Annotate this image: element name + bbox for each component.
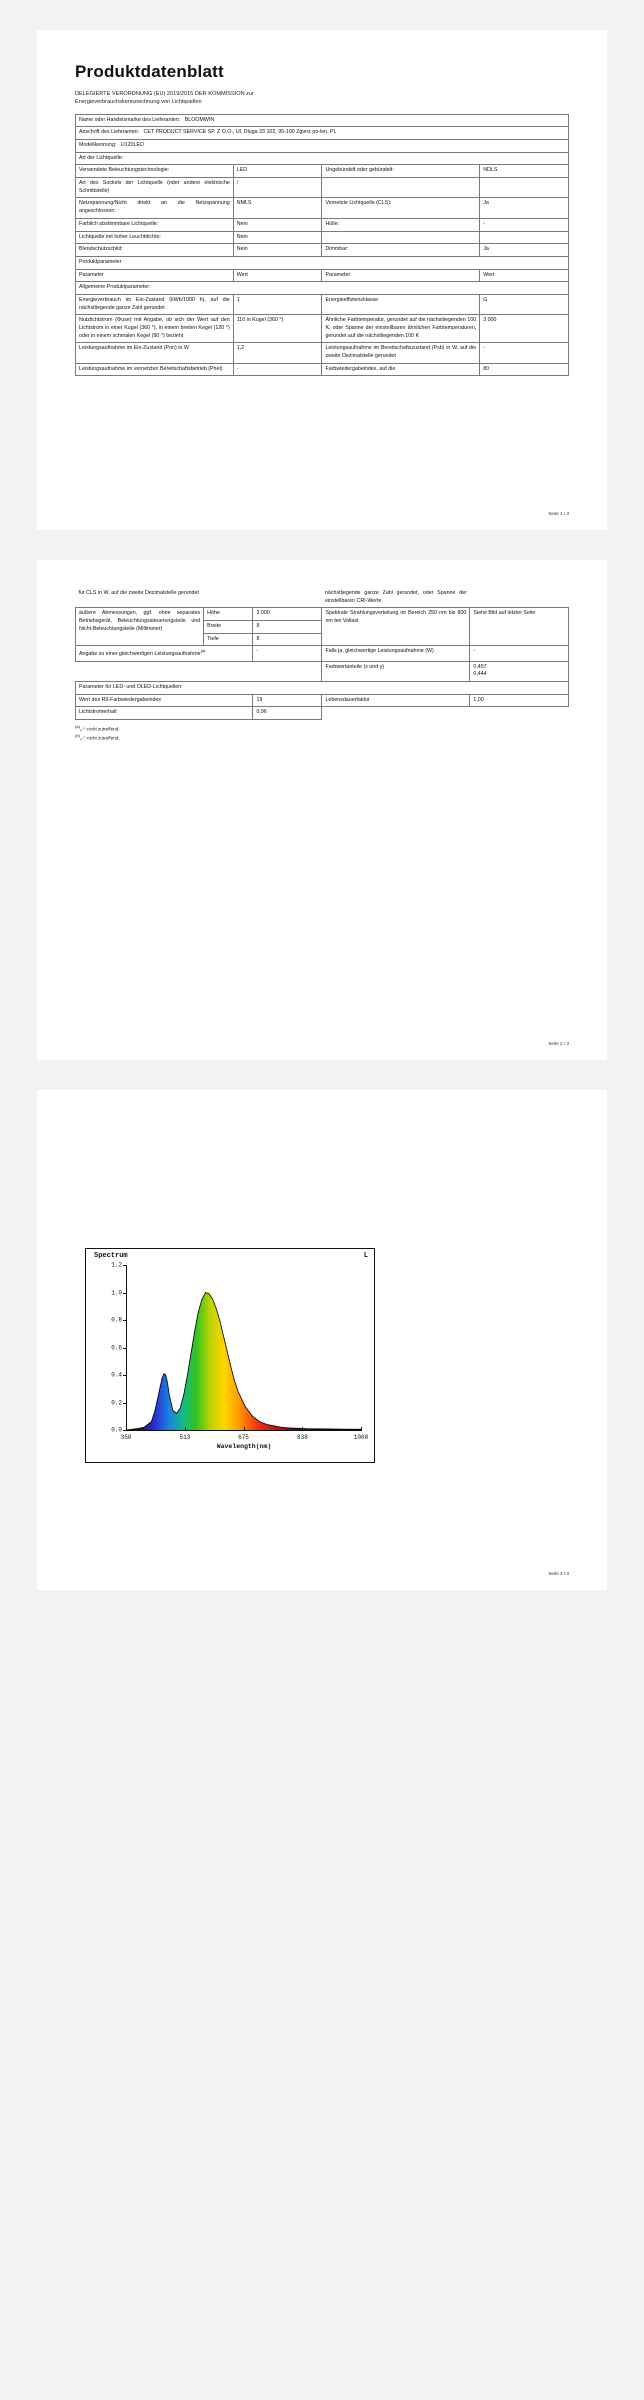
pp-label2-3: Farbwiedergabeindex, auf die [322, 363, 480, 376]
pp-label-0: Energieverbrauch im Ein-Zustand (kWh/1000 h), auf die nächstliegende ganze Zahl gerundet [76, 294, 234, 314]
col-header-param-1: Parameter [76, 269, 234, 282]
equivalent-footnote-marker: (a) [200, 648, 206, 654]
pp-label-2: Leistungsaufnahme im Ein-Zustand (Pon) in W [76, 343, 234, 363]
page2-table [75, 588, 569, 720]
page-footer-2: Seite 2 / 3 [548, 1041, 569, 1046]
chart-x-axis [126, 1430, 362, 1431]
chroma-spacer-1 [76, 661, 253, 681]
footnote-a-marker: (a) [75, 724, 80, 730]
pp-label2-0: Energieeffizienzklasse [322, 294, 480, 314]
table-row [76, 256, 569, 269]
regulation-line-2: Energieverbrauchskennzeichnung von Lichtquellen [75, 99, 202, 106]
chart-x-tick: 513 [179, 1434, 191, 1441]
pp-value-3: - [233, 363, 322, 376]
spectrum-curve [126, 1265, 361, 1430]
ls-value2-0: NDLS [480, 165, 569, 178]
chart-title: Spectrum [94, 1252, 128, 1260]
page-gap [0, 530, 644, 560]
pp-value2-3: 80 [480, 363, 569, 376]
chart-y-tick: 1.2 [111, 1261, 122, 1269]
led-oled-section: Parameter für LED- und OLED-Lichtquellen: [76, 682, 569, 695]
chroma-spacer-2 [253, 661, 322, 681]
footnote-a-text: „-“: nicht zutreffend; [79, 726, 120, 732]
chart-x-tick: 350 [120, 1434, 132, 1441]
pp-label2-2: Leistungsaufnahme im Bereitschaftszustand (Psb) in W, auf die zweite Dezimalstelle gerundet [322, 343, 480, 363]
claim-value: - [470, 646, 569, 661]
page-footer-3: Seite 3 / 3 [548, 1571, 569, 1576]
chart-y-tick-mark [123, 1293, 126, 1294]
chart-x-tick-mark [244, 1427, 245, 1430]
page-gap [0, 1590, 644, 1620]
general-params-section: Allgemeine Produktparameter: [76, 282, 569, 295]
table-row [76, 140, 569, 153]
pp-value2-0: G [480, 294, 569, 314]
datasheet-page-2 [37, 560, 607, 1060]
table-row [76, 588, 569, 608]
chart-y-tick-mark [123, 1375, 126, 1376]
col-header-value-1: Wert [233, 269, 322, 282]
ls-label-5: Blendschutzschild: [76, 244, 234, 257]
chart-x-label: Wavelength(nm) [216, 1443, 272, 1450]
chroma-y-value: 0,444 [473, 671, 487, 678]
model-value: U120LED [120, 142, 144, 149]
chroma-label: Farbwertanteile (x und y) [322, 661, 470, 681]
col-header-value-2: Wert [480, 269, 569, 282]
pp-label-3: Leistungsaufnahme im vernetzten Bereitschaftsbetrieb (Pnet) [76, 363, 234, 376]
footnote-a [75, 724, 569, 733]
spectral-value: Siehe Bild auf letzter Seite [470, 608, 569, 646]
chart-y-tick: 0.4 [111, 1371, 122, 1379]
r9-label: Wert des R9-Farbwiedergabeindex [76, 694, 253, 707]
ls-label-4: Lichtquelle mit hoher Leuchtdichte: [76, 231, 234, 244]
footnote-b-marker: (b) [75, 733, 80, 739]
r9-value: 19 [253, 694, 322, 707]
ls-label-1: Art des Sockels der Lichtquelle (oder andere elektrische Schnittstelle) [76, 178, 234, 198]
chart-x-tick-mark [185, 1427, 186, 1430]
ls-label-0: Verwendete Beleuchtungstechnologie: [76, 165, 234, 178]
supplier-name-label: Name oder Handelsmarke des Lieferanten: [79, 116, 181, 123]
ls-value-2: NMLS [233, 198, 322, 218]
spectrum-chart [85, 1248, 375, 1463]
ls-label2-2: Vernetzte Lichtquelle (CLS): [322, 198, 480, 218]
ls-value2-4 [480, 231, 569, 244]
footnotes [75, 724, 569, 743]
chart-x-tick: 1000 [353, 1434, 369, 1441]
chart-x-tick: 675 [238, 1434, 249, 1441]
table-row [76, 682, 569, 695]
chart-x-tick-mark [126, 1427, 127, 1430]
cont-left-text: für CLS in W, auf die zweite Dezimalstelle gerundet [78, 590, 199, 596]
table-row [76, 646, 569, 661]
col-header-param-2: Parameter [322, 269, 480, 282]
model-cell [76, 140, 569, 153]
ls-value2-2: Ja [480, 198, 569, 218]
ls-value-4: Nein [233, 231, 322, 244]
regulation-line-1: DELEGIERTE VERORDNUNG (EU) 2019/2015 DER KOMMISSION zur [75, 91, 254, 97]
pp-value2-2: - [480, 343, 569, 363]
supplier-name-cell [76, 114, 569, 127]
chart-title-right: L [363, 1252, 368, 1260]
chart-y-tick: 0.8 [111, 1316, 122, 1324]
spectral-label: Spektrale Strahlungsverteilung im Bereich 250 nm bis 800 nm bei Vollast [322, 608, 470, 646]
page-title: Produktdatenblatt [75, 62, 224, 81]
page-gap [0, 0, 644, 30]
lumen-spacer-2 [470, 707, 569, 720]
supplier-address-cell [76, 127, 569, 140]
datasheet-page-1 [37, 30, 607, 530]
lifetime-value: 1,00 [470, 694, 569, 707]
lumen-label: Lichtstromerhalt [76, 707, 253, 720]
table-row [76, 707, 569, 720]
cont-right-empty [470, 588, 569, 608]
model-label: Modellkennung: [79, 142, 117, 149]
dimension-value-0: 3 000 [253, 608, 322, 621]
chart-y-tick-mark [123, 1403, 126, 1404]
datasheet-page-3 [37, 1090, 607, 1590]
table-row [76, 269, 569, 282]
equivalent-label-text: Angabe zu einer gleichwertigen Leistungsaufnahme [79, 651, 201, 658]
table-row [76, 343, 569, 363]
ls-value2-5: Ja [480, 244, 569, 257]
pp-label2-1: Ähnliche Farbtemperatur, gerundet auf die nächstliegenden 100 K, oder Spanne der einstellbaren ähnlichen Farbtemperaturen, gerundet auf die nächstliegenden 100 K [322, 315, 480, 343]
table-row [76, 127, 569, 140]
equivalent-label [76, 646, 253, 661]
chart-y-tick: 0.6 [111, 1344, 122, 1351]
supplier-address-label: Anschrift des Lieferanten: [79, 129, 140, 136]
table-row [76, 282, 569, 295]
chart-x-tick-mark [361, 1427, 362, 1430]
table-row [76, 231, 569, 244]
pp-value-2: 1,2 [233, 343, 322, 363]
product-params-section: Produktparameter [76, 256, 569, 269]
supplier-name-value: BLOOMWIN [184, 116, 215, 123]
chart-y-tick: 0.2 [111, 1399, 122, 1406]
ls-value2-1 [480, 178, 569, 198]
table-row [76, 165, 569, 178]
footnote-b [75, 733, 569, 742]
chart-y-tick: 0.0 [111, 1426, 122, 1434]
ls-value-5: Nein [233, 244, 322, 257]
table-row [76, 661, 569, 681]
table-row [76, 218, 569, 231]
ls-label2-5: Dimmbar: [322, 244, 480, 257]
supplier-table [75, 114, 569, 376]
ls-label2-3: Hülle: [322, 218, 480, 231]
table-row [76, 363, 569, 376]
page-gap [0, 1060, 644, 1090]
table-row [76, 198, 569, 218]
dimension-name-1: Breite [204, 621, 253, 634]
table-row [76, 294, 569, 314]
footnote-b-text: „-“: nicht zutreffend; [79, 736, 120, 742]
supplier-address-value: CET PRODUCT SERVICE SP. Z O.O., Ul. Dluga 33 102, 95-100 Zgierz po-len, PL [143, 129, 337, 136]
chart-y-tick-mark [123, 1430, 126, 1431]
pp-value-1: 110 in Kugel (360 °) [233, 315, 322, 343]
chart-y-tick-mark [123, 1265, 126, 1266]
ls-value-1: / [233, 178, 322, 198]
table-row [76, 608, 569, 621]
ls-label-3: Farblich abstimmbare Lichtquelle: [76, 218, 234, 231]
table-row [76, 694, 569, 707]
lifetime-label: Lebensdauerfaktor [322, 694, 470, 707]
chart-y-tick-mark [123, 1320, 126, 1321]
ls-value-0: LED [233, 165, 322, 178]
ls-value2-3: - [480, 218, 569, 231]
table-row [76, 178, 569, 198]
claim-label: Falls ja, gleichwertige Leistungsaufnahme (W) [322, 646, 470, 661]
page-footer-1: Seite 1 / 3 [548, 511, 569, 516]
equivalent-value: - [253, 646, 322, 661]
chroma-x-value: 0,457 [473, 663, 487, 670]
dimension-name-0: Höhe [204, 608, 253, 621]
chart-y-tick: 1.0 [111, 1289, 122, 1296]
cont-right-text: nächstliegende ganze Zahl gerundet, oder Spanne der einstellbaren CRI-Werte [324, 590, 467, 604]
pp-label-1: Nutzlichtstrom (Φuse) mit Angabe, ob sich der Wert auf den Lichtstrom in einer Kugel (360 °), in einem breiten Kegel (120 °) oder in einem schmalen Kegel (90 °) bezieht [76, 315, 234, 343]
chart-x-tick-mark [302, 1427, 303, 1430]
ls-label2-4 [322, 231, 480, 244]
lumen-value: 0,96 [253, 707, 322, 720]
regulation-reference [75, 90, 569, 107]
chroma-value [470, 661, 569, 681]
chart-x-tick: 838 [297, 1434, 308, 1441]
dimension-value-1: 8 [253, 621, 322, 634]
ls-label-2: Netzspannung/Nicht direkt an die Netzspannung angeschlossen: [76, 198, 234, 218]
table-row [76, 244, 569, 257]
pp-value-0: 1 [233, 294, 322, 314]
table-row [76, 152, 569, 165]
table-row [76, 315, 569, 343]
dimension-value-2: 8 [253, 633, 322, 646]
pp-value2-1: 3 000 [480, 315, 569, 343]
chart-plot-area [126, 1265, 361, 1430]
table-row [76, 114, 569, 127]
ls-label2-0: Ungebündelt oder gebündelt: [322, 165, 480, 178]
ls-label2-1 [322, 178, 480, 198]
dimensions-label: äußere Abmessungen, ggf. ohne separates Betriebsgerät, Beleuchtungssteuerungsteile und Nicht-Beleuchtungsteile (Millimeter) [76, 608, 204, 646]
lumen-spacer-1 [322, 707, 470, 720]
ls-value-3: Nein [233, 218, 322, 231]
light-source-section: Art der Lichtquelle: [76, 152, 569, 165]
dimension-name-2: Tiefe [204, 633, 253, 646]
chart-y-tick-mark [123, 1348, 126, 1349]
